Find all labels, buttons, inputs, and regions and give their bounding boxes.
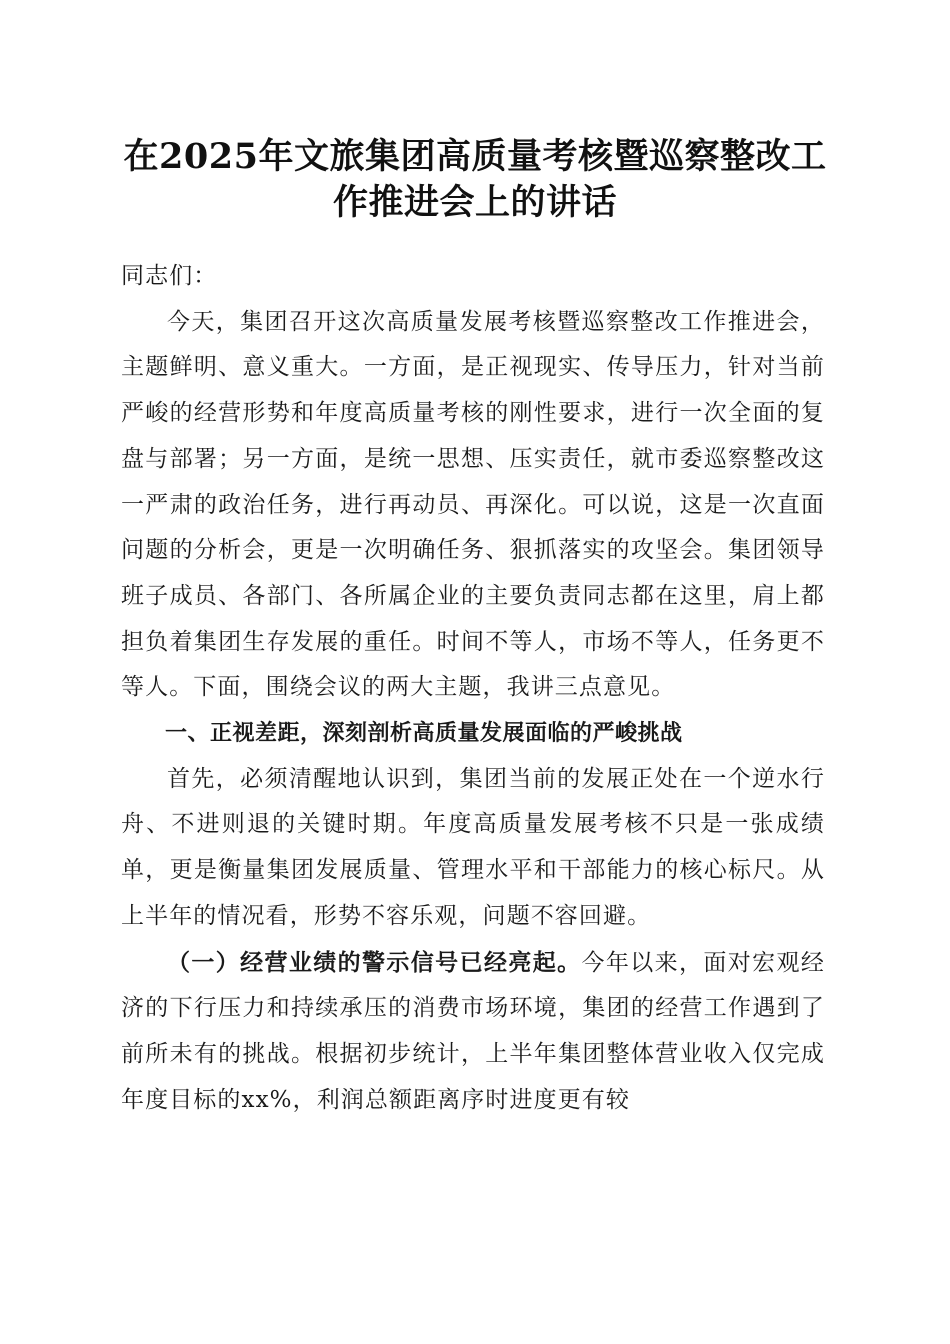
paragraph-intro: 今天，集团召开这次高质量发展考核暨巡察整改工作推进会，主题鲜明、意义重大。一方面，是正视现实、传导压力，针对当前严峻的经营形势和年度高质量考核的刚性要求，进行一次全面的复盘与部署；另一方面，是统一思想、压实责任，就市委巡察整改这一严肃的政治任务，进行再动员、再深化。可以说，这是一次直面问题的分析会，更是一次明确任务、狠抓落实的攻坚会。集团领导班子成员、各部门、各所属企业的主要负责同志都在这里，肩上都担负着集团生存发展的重任。时间不等人，市场不等人，任务更不等人。下面，围绕会议的两大主题，我讲三点意见。 bbox=[121, 308, 825, 701]
section-heading-1: 一、正视差距，深刻剖析高质量发展面临的严峻挑战 bbox=[165, 721, 683, 747]
paragraph-performance-body: 今年以来，面对宏观经济的下行压力和持续承压的消费市场环境，集团的经营工作遇到了前所未有的挑战。根据初步统计，上半年集团整体营业收入仅完成年度目标的xx%，利润总额距离序时进度更有较 bbox=[121, 949, 826, 1113]
sub-heading-1: （一）经营业绩的警示信号已经亮起。 bbox=[167, 948, 582, 976]
document-title: 在2025年文旅集团高质量考核暨巡察整改工作推进会上的讲话 bbox=[123, 136, 827, 223]
paragraph-challenges: 首先，必须清醒地认识到，集团当前的发展正处在一个逆水行舟、不进则退的关键时期。年度高质量发展考核不只是一张成绩单，更是衡量集团发展质量、管理水平和干部能力的核心标尺。从上半年的情况看，形势不容乐观，问题不容回避。 bbox=[121, 765, 825, 929]
salutation: 同志们： bbox=[121, 263, 218, 289]
document-body bbox=[121, 254, 825, 1123]
paragraph-performance bbox=[121, 940, 825, 1124]
